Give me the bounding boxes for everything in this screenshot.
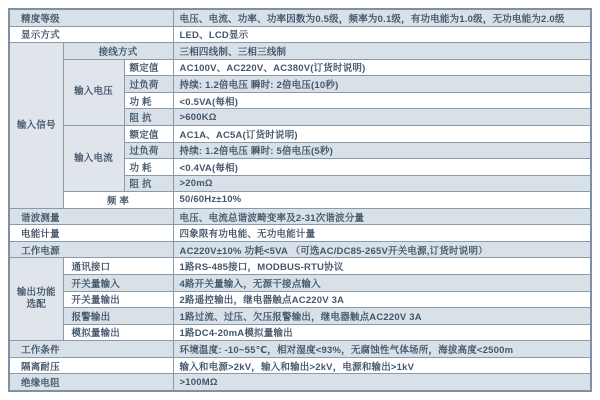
row-label: 工作条件	[9, 341, 173, 358]
group-label-output-options: 输出功能选配	[9, 258, 63, 341]
spec-table	[8, 8, 592, 392]
table-row	[9, 241, 591, 258]
table-row	[9, 26, 591, 43]
row-label: 额定值	[124, 125, 173, 142]
row-value: 4路开关量输入，无源干接点输入	[173, 275, 591, 292]
row-value: 1路过流、过压、欠压报警输出，继电器触点AC220V 3A	[173, 308, 591, 325]
row-label: 功 耗	[124, 159, 173, 176]
row-value: LED、LCD显示	[173, 26, 591, 43]
row-value: AC100V、AC220V、AC380V(订货时说明)	[173, 59, 591, 76]
table-row	[9, 225, 591, 242]
group-label-input-current: 输入电流	[63, 125, 124, 191]
row-value: >100MΩ	[173, 374, 591, 391]
row-label: 模拟量输出	[63, 324, 173, 341]
row-label: 电能计量	[9, 225, 173, 242]
row-label: 精度等级	[9, 9, 173, 26]
row-label: 开关量输入	[63, 275, 173, 292]
table-row	[9, 341, 591, 358]
table-row	[9, 9, 591, 26]
row-label: 过负荷	[124, 76, 173, 93]
row-value: AC220V±10% 功耗<5VA （可选AC/DC85-265V开关电源,订货时说明）	[173, 241, 591, 258]
row-value: 三相四线制、三相三线制	[173, 43, 591, 60]
row-value: 输入和电源>2kV，输入和输出>2kV，电源和输出>1kV	[173, 357, 591, 374]
table-row	[9, 357, 591, 374]
row-label: 报警输出	[63, 308, 173, 325]
row-value: >600KΩ	[173, 109, 591, 126]
row-value: 电压、电流总谐波畸变率及2-31次谐波分量	[173, 208, 591, 225]
row-label: 工作电源	[9, 241, 173, 258]
row-value: <0.5VA(每相)	[173, 92, 591, 109]
table-row	[9, 374, 591, 391]
row-label: 谐波测量	[9, 208, 173, 225]
row-label: 隔离耐压	[9, 357, 173, 374]
table-row	[9, 125, 591, 142]
row-value: 电压、电流、功率、功率因数为0.5级，频率为0.1级，有功电能为1.0级，无功电能为2.0级	[173, 9, 591, 26]
table-row	[9, 324, 591, 341]
row-value: 50/60Hz±10%	[173, 192, 591, 209]
table-row	[9, 308, 591, 325]
table-row	[9, 43, 591, 60]
row-value: 持续: 1.2倍电压 瞬时: 5倍电压(5秒)	[173, 142, 591, 159]
group-label-input-voltage: 输入电压	[63, 59, 124, 125]
row-value: 持续: 1.2倍电压 瞬时: 2倍电压(10秒)	[173, 76, 591, 93]
row-label: 阻 抗	[124, 175, 173, 192]
row-value: AC1A、AC5A(订货时说明)	[173, 125, 591, 142]
row-value: 四象限有功电能、无功电能计量	[173, 225, 591, 242]
table-row	[9, 275, 591, 292]
group-label-input-signal: 输入信号	[9, 43, 63, 209]
row-value: 环境温度: -10~55℃，相对湿度<93%，无腐蚀性气体场所，海拔高度<2500m	[173, 341, 591, 358]
row-label: 开关量输出	[63, 291, 173, 308]
table-row	[9, 59, 591, 76]
table-row	[9, 208, 591, 225]
row-label: 显示方式	[9, 26, 173, 43]
table-row	[9, 291, 591, 308]
row-label: 额定值	[124, 59, 173, 76]
row-label: 接线方式	[63, 43, 173, 60]
table-row	[9, 192, 591, 209]
row-value: <0.4VA(每相)	[173, 159, 591, 176]
row-value: 1路DC4-20mA模拟量输出	[173, 324, 591, 341]
table-row	[9, 258, 591, 275]
row-value: 2路遥控输出，继电器触点AC220V 3A	[173, 291, 591, 308]
row-label: 阻 抗	[124, 109, 173, 126]
row-value: >20mΩ	[173, 175, 591, 192]
row-label: 功 耗	[124, 92, 173, 109]
row-label: 频 率	[63, 192, 173, 209]
row-label: 通讯接口	[63, 258, 173, 275]
row-value: 1路RS-485接口，MODBUS-RTU协议	[173, 258, 591, 275]
row-label: 绝缘电阻	[9, 374, 173, 391]
row-label: 过负荷	[124, 142, 173, 159]
